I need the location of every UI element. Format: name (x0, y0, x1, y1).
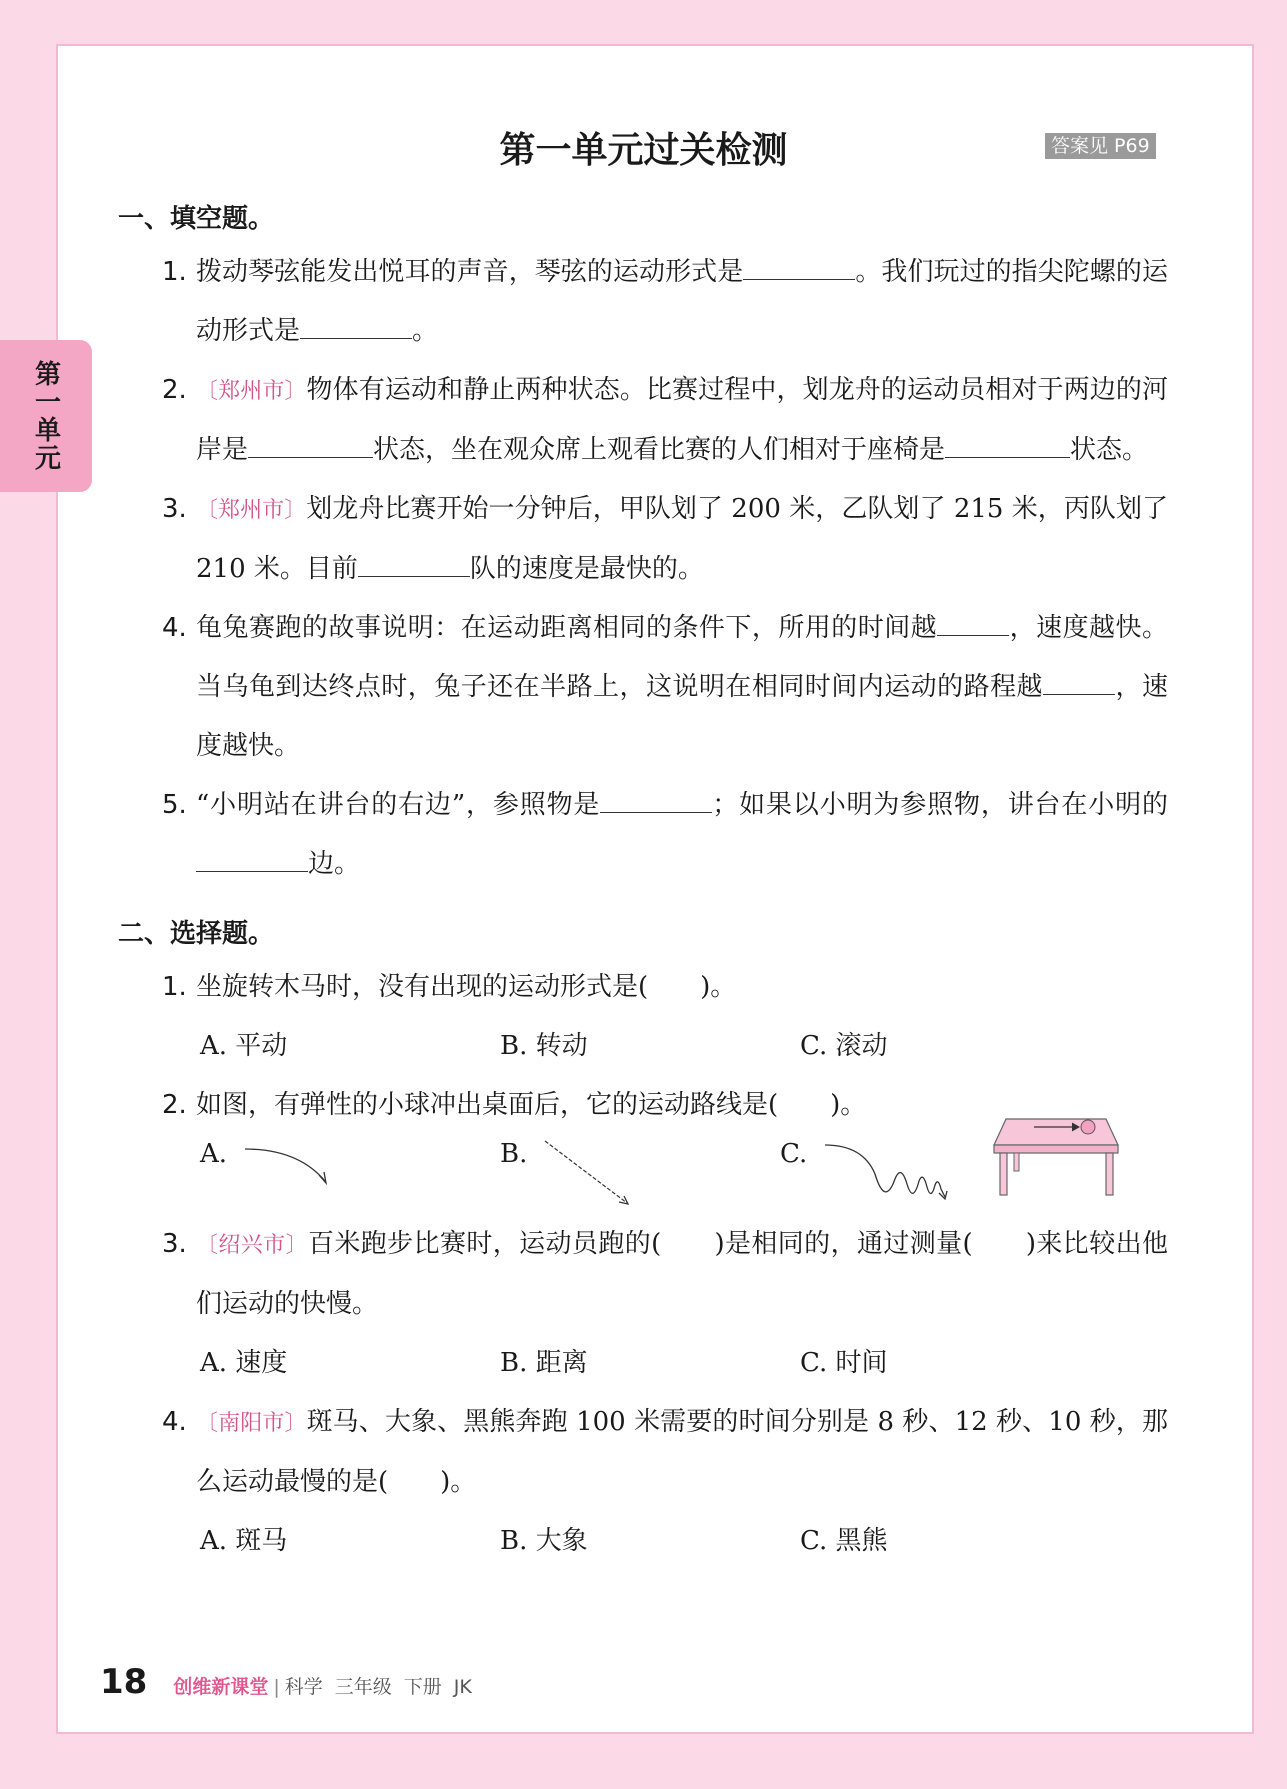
question-text: “小明站在讲台的右边”，参照物是 (196, 790, 601, 820)
question-text: 边。 (308, 849, 361, 879)
answer-reference-badge: 答案见 P69 (1045, 133, 1156, 159)
option-a[interactable]: A. (200, 1139, 228, 1169)
region-tag: 〔郑州市〕 (196, 379, 307, 404)
answer-blank[interactable] (945, 431, 1070, 458)
fill-question-2 (118, 361, 1168, 480)
option-a[interactable]: A. 速度 (200, 1348, 288, 1378)
question-text: 拨动琴弦能发出悦耳的声音，琴弦的运动形式是 (196, 257, 744, 287)
option-b[interactable]: B. 转动 (500, 1031, 588, 1061)
fill-question-1 (118, 243, 1168, 361)
worksheet-content (118, 195, 1168, 1571)
question-text: 斑马、大象、黑熊奔跑 100 米需要的时间分别是 8 秒、12 秒、10 秒，那么运动最慢的是( )。 (196, 1407, 1168, 1497)
section-heading-fill-in: 一、填空题。 (118, 204, 275, 234)
unit-side-tab (0, 340, 92, 492)
option-b[interactable]: B. 大象 (500, 1526, 588, 1556)
question-number: 5. (162, 790, 187, 820)
question-number: 1. (162, 972, 187, 1002)
question-text: 百米跑步比赛时，运动员跑的( )是相同的，通过测量( )来比较出他们运动的快慢。 (196, 1229, 1168, 1319)
option-c[interactable]: C. 滚动 (800, 1031, 888, 1061)
question-text: 状态，坐在观众席上观看比赛的人们相对于座椅是 (373, 435, 946, 465)
question-number: 2. (162, 375, 187, 405)
question-text: 坐旋转木马时，没有出现的运动形式是( )。 (196, 972, 737, 1002)
answer-blank[interactable] (937, 609, 1009, 636)
question-number: 2. (162, 1090, 187, 1120)
section-heading-multiple-choice: 二、选择题。 (118, 919, 275, 949)
option-c[interactable]: C. 时间 (800, 1348, 888, 1378)
option-a[interactable]: A. 斑马 (200, 1526, 288, 1556)
answer-blank[interactable] (743, 253, 855, 280)
footer-edition: JK (453, 1676, 472, 1698)
footer-separator: | (273, 1676, 280, 1698)
choice-question-1 (118, 958, 1168, 1017)
path-options-figure-row (118, 1135, 1168, 1215)
question-text: ；如果以小明为参照物，讲台在小明的 (712, 790, 1168, 820)
straight-diagonal-path-figure (543, 1139, 633, 1209)
question-text: 如图，有弹性的小球冲出桌面后，它的运动路线是( )。 (196, 1090, 867, 1120)
fill-question-5 (118, 776, 1168, 894)
question-number: 3. (162, 1229, 187, 1259)
choice-options (118, 1512, 1168, 1571)
question-number: 1. (162, 257, 187, 287)
choice-question-3 (118, 1215, 1168, 1334)
option-b[interactable]: B. 距离 (500, 1348, 588, 1378)
question-text: 。我们玩过的指尖陀螺的运动形式是 (196, 257, 1168, 346)
question-number: 4. (162, 613, 187, 643)
option-a[interactable]: A. 平动 (200, 1031, 288, 1061)
answer-blank[interactable] (1043, 668, 1115, 695)
footer-volume: 下册 (403, 1676, 442, 1698)
answer-blank[interactable] (300, 312, 412, 339)
curved-path-figure (243, 1141, 333, 1191)
question-number: 3. (162, 494, 187, 524)
option-b[interactable]: B. (500, 1139, 528, 1169)
question-text: 。 (412, 316, 439, 346)
footer-grade: 三年级 (334, 1676, 392, 1698)
region-tag: 〔郑州市〕 (196, 498, 307, 523)
question-text: ，速度越快。当乌龟到达终点时，兔子还在半路上，这说明在相同时间内运动的路程越 (196, 613, 1168, 702)
footer-subject: 科学 (284, 1676, 323, 1698)
brand-name: 创维新课堂 (173, 1676, 269, 1698)
question-text: ，速度越快。 (196, 672, 1168, 761)
page-number: 18 (100, 1662, 148, 1702)
choice-options (118, 1334, 1168, 1393)
question-text: 龟兔赛跑的故事说明：在运动距离相同的条件下，所用的时间越 (196, 613, 938, 643)
fill-question-3 (118, 480, 1168, 599)
answer-blank[interactable] (248, 431, 373, 458)
page-title: 第一单元过关检测 (499, 130, 788, 171)
answer-blank[interactable] (600, 786, 712, 813)
choice-options (118, 1017, 1168, 1076)
choice-question-4 (118, 1393, 1168, 1512)
question-number: 4. (162, 1407, 187, 1437)
page-footer (100, 1662, 472, 1702)
question-text: 划龙舟比赛开始一分钟后，甲队划了 200 米，乙队划了 215 米，丙队划了 210 米。目前 (196, 494, 1168, 584)
answer-blank[interactable] (358, 550, 470, 577)
unit-side-tab-label: 第一单元 (30, 360, 61, 472)
table-with-ball-figure (986, 1107, 1126, 1207)
option-c[interactable]: C. 黑熊 (800, 1526, 888, 1556)
region-tag: 〔南阳市〕 (196, 1411, 307, 1436)
answer-blank[interactable] (196, 845, 308, 872)
question-text: 状态。 (1070, 435, 1149, 465)
fill-question-4 (118, 599, 1168, 776)
region-tag: 〔绍兴市〕 (196, 1233, 308, 1258)
option-c[interactable]: C. (780, 1139, 808, 1169)
question-text: 队的速度是最快的。 (469, 554, 704, 584)
bouncing-path-figure (823, 1139, 963, 1209)
question-text: 物体有运动和静止两种状态。比赛过程中，划龙舟的运动员相对于两边的河岸是 (196, 375, 1168, 465)
